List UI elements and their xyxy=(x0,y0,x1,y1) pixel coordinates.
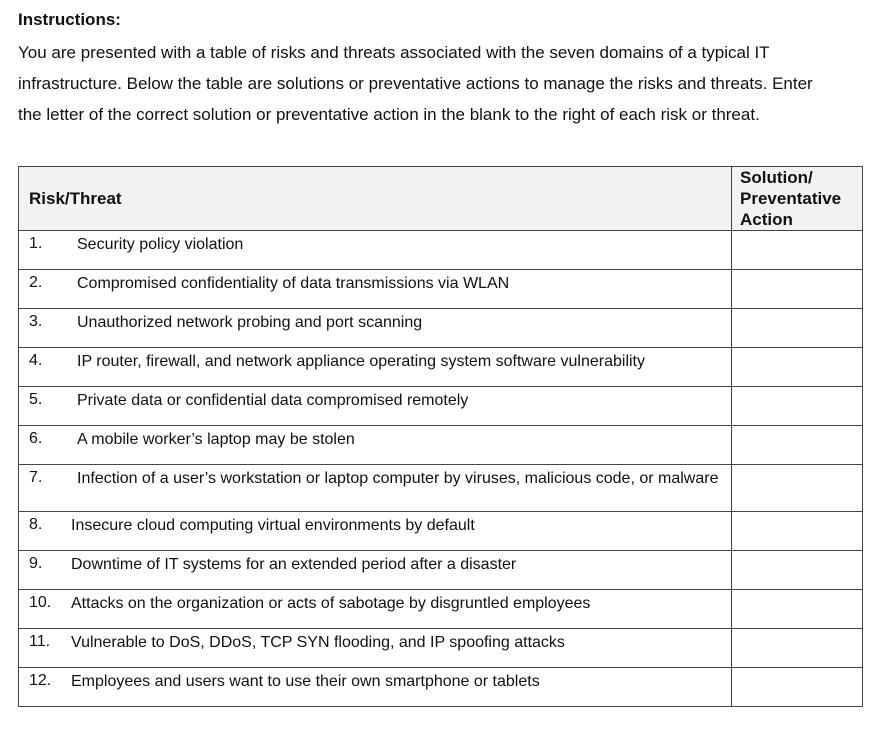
table-row xyxy=(19,512,863,551)
table-row xyxy=(19,426,863,465)
row-number: 12. xyxy=(29,672,52,689)
risk-text: A mobile worker’s laptop may be stolen xyxy=(77,431,355,448)
risk-text: Downtime of IT systems for an extended period after a disaster xyxy=(71,556,517,573)
answer-blank[interactable] xyxy=(732,309,863,348)
table-row xyxy=(19,387,863,426)
row-number: 4. xyxy=(29,352,43,369)
risk-text: Private data or confidential data compromised remotely xyxy=(77,392,469,409)
table-row xyxy=(19,465,863,512)
table-row xyxy=(19,309,863,348)
risk-cell xyxy=(19,348,732,387)
row-number: 3. xyxy=(29,313,43,330)
risk-text: Insecure cloud computing virtual environments by default xyxy=(71,517,475,534)
table-row xyxy=(19,629,863,668)
table-row xyxy=(19,231,863,270)
answer-blank[interactable] xyxy=(732,629,863,668)
row-number: 9. xyxy=(29,555,43,572)
risk-text: Infection of a user’s workstation or laptop computer by viruses, malicious code, or malware xyxy=(77,470,719,487)
answer-blank[interactable] xyxy=(732,668,863,707)
table-row xyxy=(19,270,863,309)
risk-text: Unauthorized network probing and port scanning xyxy=(77,314,423,331)
answer-blank[interactable] xyxy=(732,551,863,590)
answer-blank[interactable] xyxy=(732,270,863,309)
risk-text: Compromised confidentiality of data transmissions via WLAN xyxy=(77,275,510,292)
column-header-solution-line-3: Action xyxy=(740,210,793,229)
row-number: 8. xyxy=(29,516,43,533)
instructions-line-2: infrastructure. Below the table are solutions or preventative actions to manage the risks and threats. Enter xyxy=(18,74,813,93)
risk-cell xyxy=(19,387,732,426)
column-header-solution-line-1: Solution/ xyxy=(740,168,813,187)
row-number: 1. xyxy=(29,235,43,252)
table-row xyxy=(19,590,863,629)
answer-blank[interactable] xyxy=(732,512,863,551)
table-header-row xyxy=(19,167,863,231)
risk-cell xyxy=(19,465,732,512)
risk-cell xyxy=(19,590,732,629)
risk-threat-table xyxy=(18,166,863,707)
risk-text: Employees and users want to use their own smartphone or tablets xyxy=(71,673,540,690)
answer-blank[interactable] xyxy=(732,465,863,512)
risk-cell xyxy=(19,231,732,270)
risk-cell xyxy=(19,512,732,551)
answer-blank[interactable] xyxy=(732,231,863,270)
risk-cell xyxy=(19,426,732,465)
row-number: 6. xyxy=(29,430,43,447)
instructions-heading: Instructions: xyxy=(18,10,121,29)
instructions-line-1: You are presented with a table of risks and threats associated with the seven domains of a typical IT xyxy=(18,43,770,62)
row-number: 11. xyxy=(29,633,51,650)
risk-text: IP router, firewall, and network appliance operating system software vulnerability xyxy=(77,353,645,370)
risk-text: Vulnerable to DoS, DDoS, TCP SYN flooding, and IP spoofing attacks xyxy=(71,634,565,651)
row-number: 7. xyxy=(29,469,43,486)
table-row xyxy=(19,348,863,387)
risk-cell xyxy=(19,629,732,668)
column-header-risk-threat: Risk/Threat xyxy=(19,167,732,231)
instructions-line-3: the letter of the correct solution or preventative action in the blank to the right of each risk or threat. xyxy=(18,105,760,124)
risk-text: Attacks on the organization or acts of sabotage by disgruntled employees xyxy=(71,595,591,612)
row-number: 5. xyxy=(29,391,43,408)
column-header-solution-line-2: Preventative xyxy=(740,189,842,208)
risk-text: Security policy violation xyxy=(77,236,244,253)
column-header-solution xyxy=(732,167,863,231)
row-number: 2. xyxy=(29,274,43,291)
row-number: 10. xyxy=(29,594,52,611)
answer-blank[interactable] xyxy=(732,348,863,387)
table-row xyxy=(19,668,863,707)
answer-blank[interactable] xyxy=(732,387,863,426)
risk-cell xyxy=(19,668,732,707)
risk-cell xyxy=(19,551,732,590)
risk-cell xyxy=(19,270,732,309)
answer-blank[interactable] xyxy=(732,426,863,465)
answer-blank[interactable] xyxy=(732,590,863,629)
table-row xyxy=(19,551,863,590)
risk-cell xyxy=(19,309,732,348)
